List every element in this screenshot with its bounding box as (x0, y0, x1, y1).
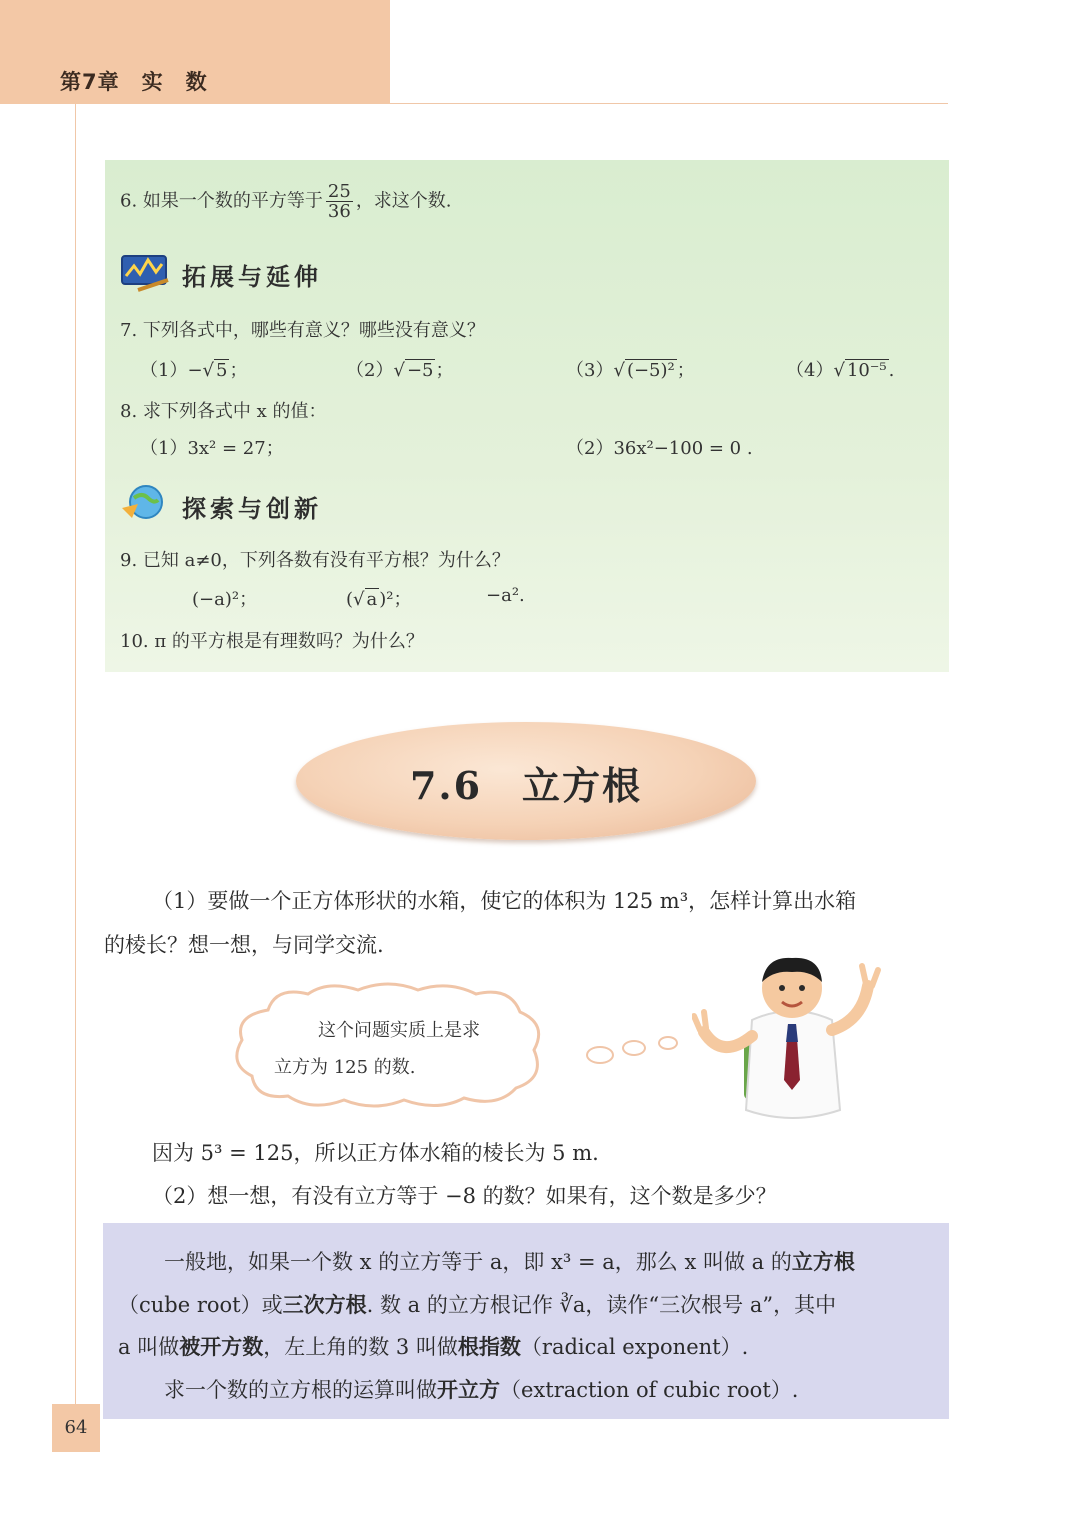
extend-chart-icon (118, 250, 176, 296)
radicand: (−5)² (626, 360, 675, 381)
exercise-8-a: （1）3x² = 27； (140, 438, 284, 459)
intro-paragraph-1-line-2: 的棱长？想一想，与同学交流. (104, 933, 384, 957)
exercise-7-item-4 (786, 356, 894, 382)
exercise-6-text: 6. 如果一个数的平方等于 (120, 190, 323, 212)
definition-line-1 (164, 1246, 855, 1276)
radicand: −5 (406, 360, 434, 381)
definition-text: （extraction of cubic root）. (500, 1378, 799, 1402)
term-cube-root: 立方根 (791, 1250, 855, 1274)
definition-text: . 数 a 的立方根记作 ∛a，读作“三次根号 a”，其中 (366, 1293, 837, 1317)
radical-sign: √ (613, 360, 625, 381)
thought-dot (622, 1040, 646, 1056)
term-radical-exponent: 根指数 (457, 1335, 521, 1359)
term-radicand: 被开方数 (179, 1335, 264, 1359)
exercise-6-tail: ，求这个数. (355, 190, 452, 212)
exercise-9-expr-3: −a². (486, 585, 525, 606)
exercise-7-item-1 (140, 356, 247, 382)
chapter-title: 第7章 实 数 (60, 70, 208, 94)
radical-sign: √ (393, 360, 405, 381)
boy-illustration (692, 950, 892, 1126)
page-number: 64 (64, 1417, 88, 1438)
item-punct: ； (676, 360, 695, 381)
intro-paragraph-3: （2）想一想，有没有立方等于 −8 的数？如果有，这个数是多少？ (152, 1184, 777, 1208)
header-rule (390, 103, 948, 104)
intro-paragraph-1-line-1: （1）要做一个正方体形状的水箱，使它的体积为 125 m³，怎样计算出水箱 (152, 889, 857, 913)
definition-text: （radical exponent）. (520, 1335, 749, 1359)
exercise-9-expr-1: (−a)²； (192, 589, 258, 610)
exercise-7-item-2 (346, 356, 453, 382)
fraction-denominator: 36 (327, 201, 351, 222)
definition-line-4 (164, 1374, 798, 1404)
item-punct: . (888, 360, 895, 381)
definition-text: ，左上角的数 3 叫做 (263, 1335, 458, 1359)
item-label: （2） (346, 360, 394, 381)
exercise-9-expr-2 (346, 585, 411, 611)
bubble-text-line-1: 这个问题实质上是求 (318, 1020, 480, 1041)
definition-text: 求一个数的立方根的运算叫做 (164, 1378, 437, 1402)
item-label: （3） (566, 360, 614, 381)
item-punct: ； (435, 360, 454, 381)
exercise-10: 10. π 的平方根是有理数吗？为什么？ (120, 631, 424, 652)
extend-heading: 拓展与延伸 (182, 263, 322, 291)
thought-bubble (228, 980, 548, 1108)
thought-dot (586, 1046, 614, 1064)
radicand: a (366, 589, 378, 610)
term-extraction: 开立方 (437, 1378, 500, 1402)
item-punct: ； (229, 360, 248, 381)
definition-text: （cube root）或 (118, 1293, 283, 1317)
radical-sign: (√ (346, 589, 365, 610)
thought-dot (658, 1036, 678, 1050)
explore-heading: 探索与创新 (182, 495, 322, 523)
fraction (326, 182, 353, 221)
expr-tail: )²； (379, 589, 412, 610)
definition-line-2 (118, 1289, 836, 1319)
left-margin-rule (75, 104, 76, 1404)
radical-sign: √ (833, 360, 845, 381)
item-label: （4） (786, 360, 834, 381)
radical-sign: −√ (187, 360, 215, 381)
exercise-7-item-3 (566, 356, 695, 382)
definition-text: 一般地，如果一个数 x 的立方等于 a，即 x³ = a，那么 x 叫做 a 的 (164, 1250, 792, 1274)
exercise-6 (120, 182, 452, 221)
section-title: 7.6 立方根 (409, 763, 643, 808)
item-label: （1） (140, 360, 188, 381)
term-third-root: 三次方根 (282, 1293, 367, 1317)
exercise-7: 7. 下列各式中，哪些有意义？哪些没有意义？ (120, 320, 485, 341)
explore-globe-icon (118, 478, 176, 524)
exercise-9: 9. 已知 a≠0，下列各数有没有平方根？为什么？ (120, 550, 510, 571)
radicand: 5 (216, 360, 228, 381)
exercise-8: 8. 求下列各式中 x 的值： (120, 401, 327, 422)
bubble-text-line-2: 立方为 125 的数. (274, 1057, 416, 1078)
definition-line-3 (118, 1331, 748, 1361)
exercise-8-b: （2）36x²−100 = 0 . (566, 438, 753, 459)
radicand: 10⁻⁵ (846, 360, 887, 381)
definition-text: a 叫做 (118, 1335, 180, 1359)
fraction-numerator: 25 (327, 181, 351, 202)
intro-paragraph-2: 因为 5³ = 125，所以正方体水箱的棱长为 5 m. (152, 1141, 599, 1165)
